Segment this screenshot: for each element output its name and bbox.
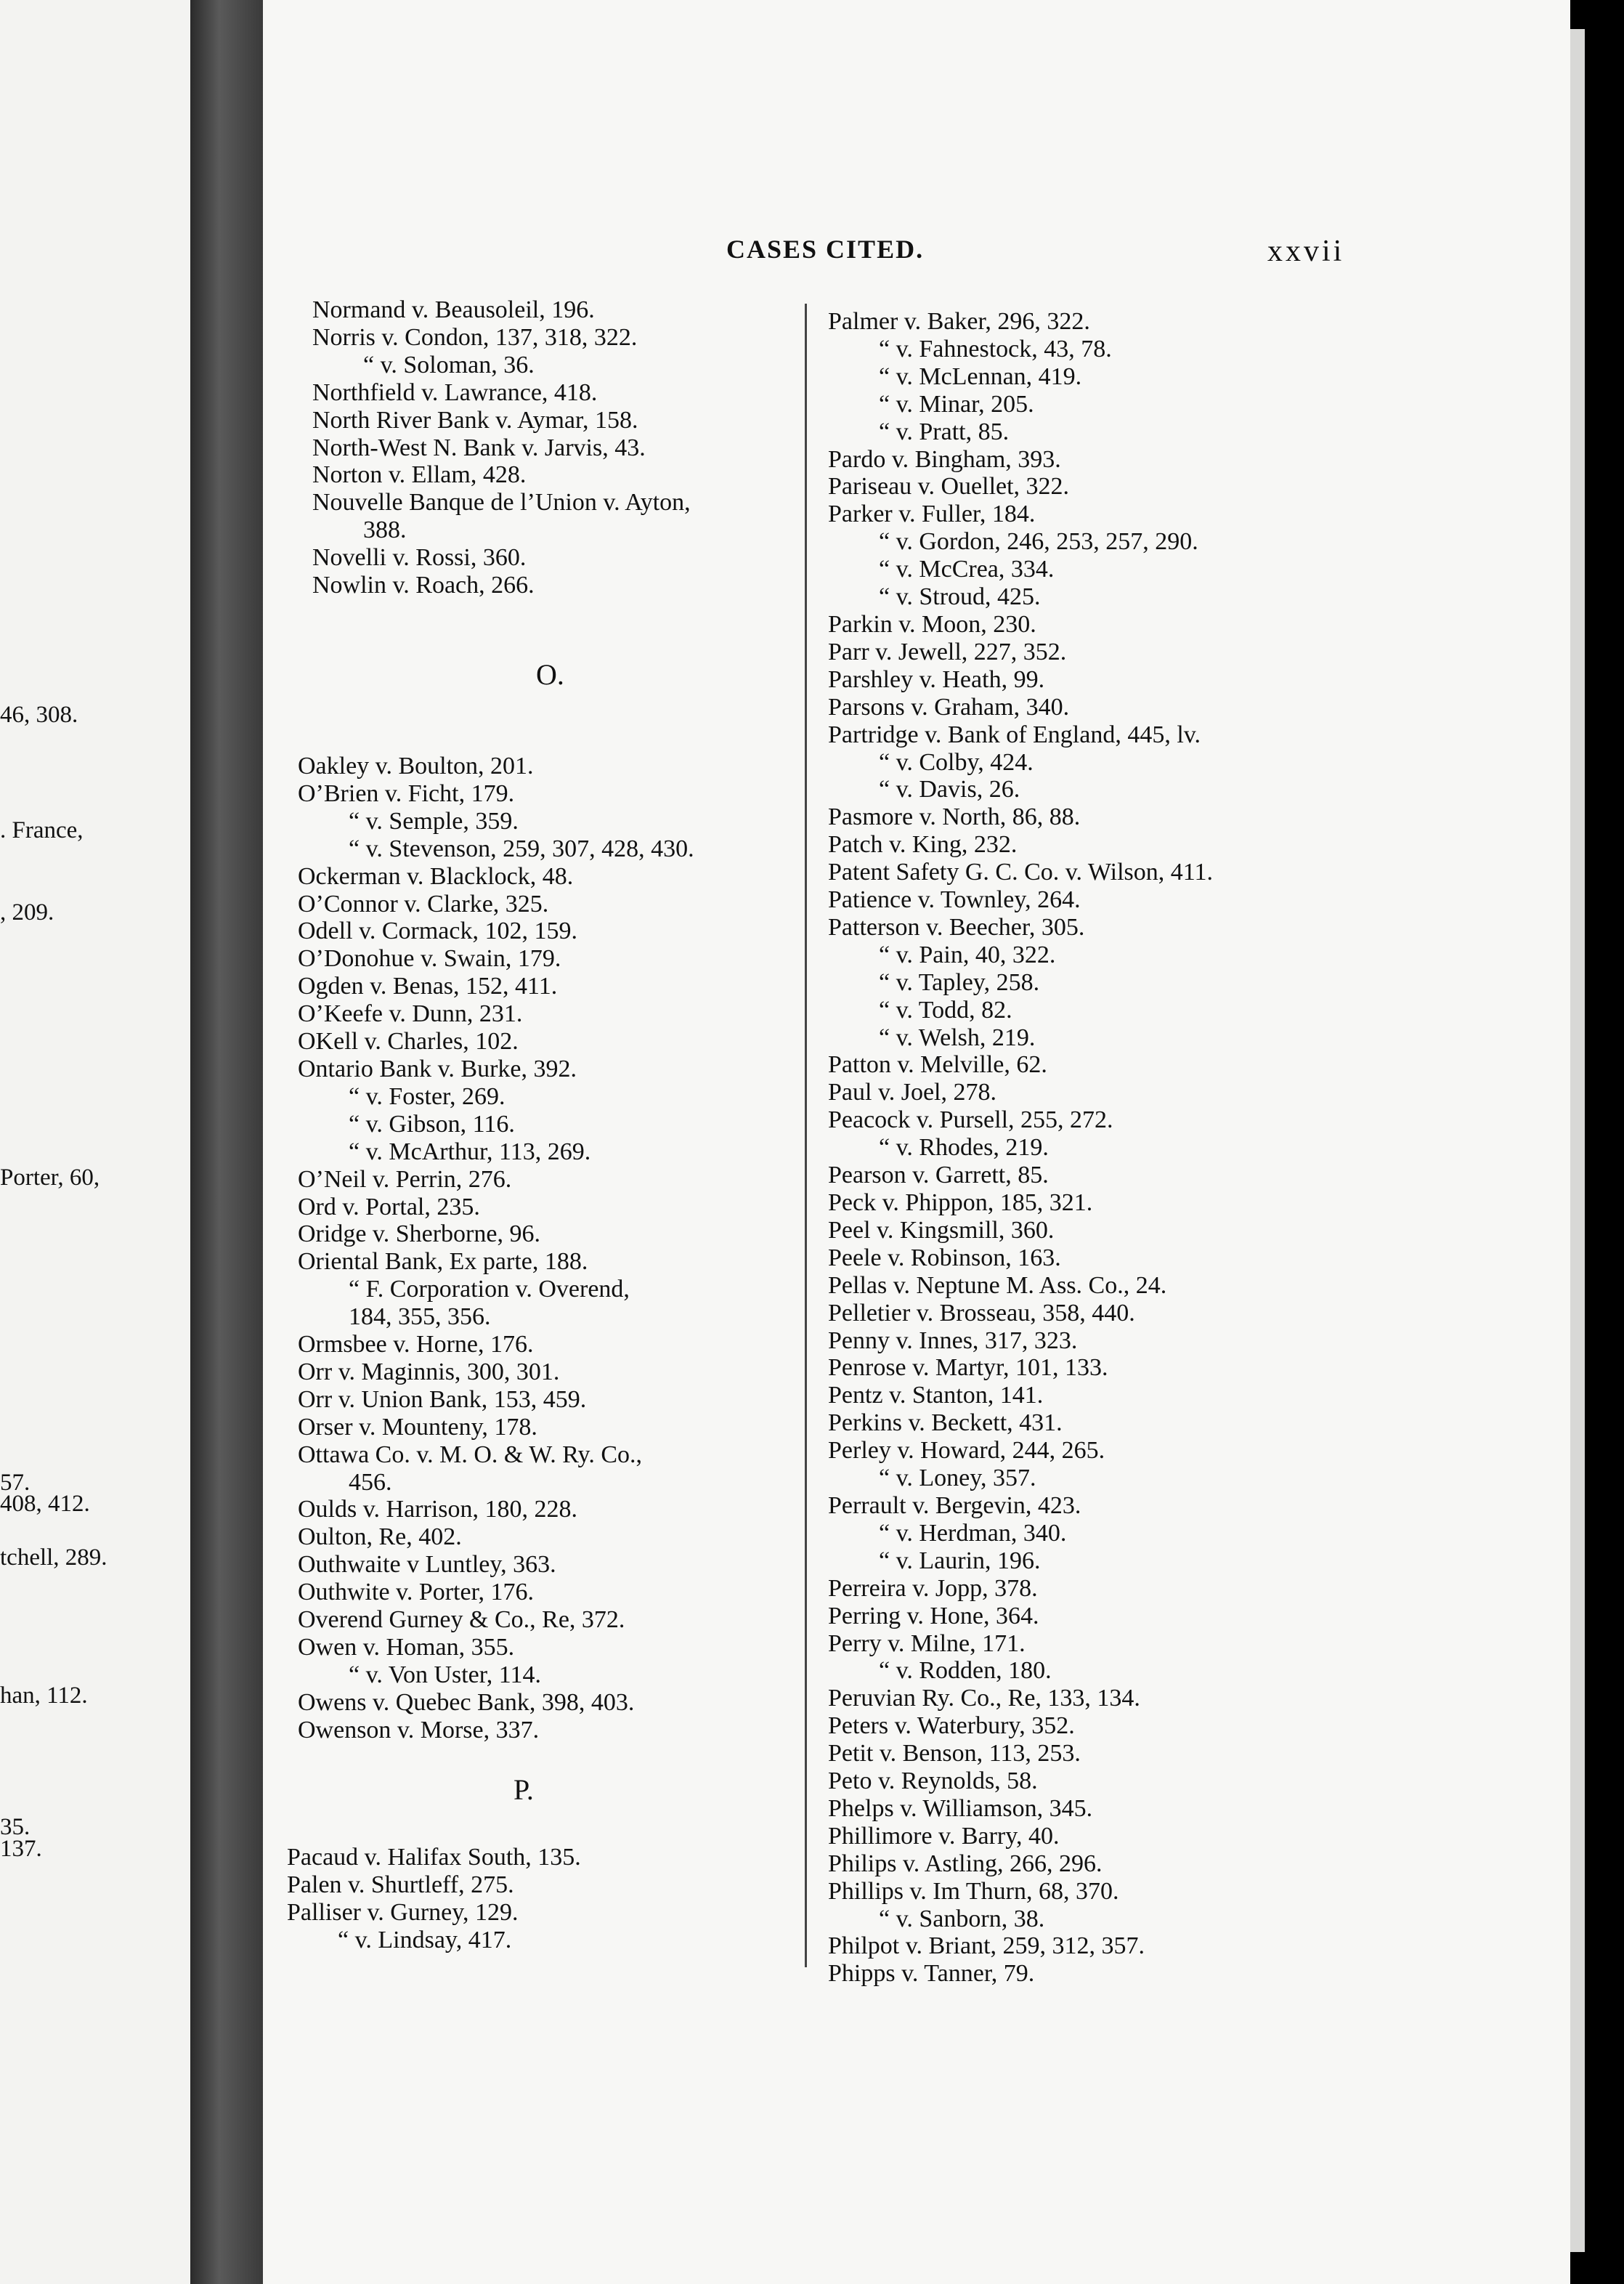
right-entries: [828, 308, 1351, 1988]
index-entry: Pearson v. Garrett, 85.: [828, 1162, 1049, 1189]
index-entry: “ v. Todd, 82.: [879, 996, 1012, 1024]
index-entry: “ v. Sanborn, 38.: [879, 1905, 1045, 1932]
page-number: xxvii: [1267, 235, 1345, 268]
index-entry: Parkin v. Moon, 230.: [828, 610, 1036, 638]
index-entry: “ v. Stevenson, 259, 307, 428, 430.: [349, 835, 694, 862]
index-entry: Perkins v. Beckett, 431.: [828, 1409, 1063, 1437]
right-column: [828, 308, 1351, 1988]
index-entry: “ v. Loney, 357.: [879, 1465, 1036, 1492]
index-entry: “ v. Tapley, 258.: [879, 968, 1040, 996]
facing-page-fragment: 408, 412.: [0, 1491, 90, 1517]
index-entry: Ord v. Portal, 235.: [298, 1193, 480, 1220]
index-entry: “ v. Semple, 359.: [349, 807, 519, 835]
index-entry: “ v. Gibson, 116.: [349, 1110, 515, 1138]
index-entry: Norton v. Ellam, 428.: [312, 461, 527, 489]
index-entry: Peck v. Phippon, 185, 321.: [828, 1189, 1093, 1216]
index-entry: Perry v. Milne, 171.: [828, 1629, 1026, 1657]
index-entry: Northfield v. Lawrance, 418.: [312, 378, 598, 406]
index-entry: “ v. Welsh, 219.: [879, 1024, 1036, 1051]
facing-page: [0, 0, 190, 2284]
index-entry: “ v. Stroud, 425.: [879, 583, 1041, 611]
facing-page-fragment: 57.: [0, 1470, 31, 1496]
index-entry: Pacaud v. Halifax South, 135.: [287, 1844, 581, 1871]
index-entry: “ v. Rodden, 180.: [879, 1657, 1052, 1685]
index-entry: 456.: [349, 1468, 392, 1496]
index-entry: “ v. Fahnestock, 43, 78.: [879, 335, 1112, 363]
left-column: [312, 296, 806, 599]
index-entry: “ v. Herdman, 340.: [879, 1519, 1067, 1547]
index-entry: “ v. Davis, 26.: [879, 776, 1020, 803]
index-entry: Patton v. Melville, 62.: [828, 1051, 1047, 1079]
index-entry: 184, 355, 356.: [349, 1303, 491, 1331]
index-entry: “ v. Pratt, 85.: [879, 418, 1010, 445]
index-entry: Patent Safety G. C. Co. v. Wilson, 411.: [828, 859, 1214, 886]
index-entry: Phipps v. Tanner, 79.: [828, 1960, 1035, 1988]
index-entry: “ v. McArthur, 113, 269.: [349, 1138, 591, 1165]
index-entry: Peto v. Reynolds, 58.: [828, 1767, 1038, 1795]
index-entry: Orr v. Union Bank, 153, 459.: [298, 1385, 587, 1413]
index-entry: “ F. Corporation v. Overend,: [349, 1276, 630, 1303]
index-entry: O’Neil v. Perrin, 276.: [298, 1165, 512, 1193]
facing-page-fragment: 46, 308.: [0, 702, 78, 728]
index-entry: “ v. Soloman, 36.: [363, 351, 535, 378]
facing-page-fragment: . France,: [0, 817, 84, 843]
index-entry: “ v. McLennan, 419.: [879, 363, 1082, 390]
index-entry: Pentz v. Stanton, 141.: [828, 1382, 1044, 1409]
index-entry: Phelps v. Williamson, 345.: [828, 1794, 1093, 1822]
index-entry: Owenson v. Morse, 337.: [298, 1716, 540, 1744]
column-divider: [805, 304, 807, 1967]
index-entry: Perring v. Hone, 364.: [828, 1602, 1039, 1629]
index-entry: Palliser v. Gurney, 129.: [287, 1898, 519, 1926]
index-entry: Oriental Bank, Ex parte, 188.: [298, 1248, 588, 1276]
index-entry: Oulds v. Harrison, 180, 228.: [298, 1496, 577, 1523]
index-entry: Partridge v. Bank of England, 445, lv.: [828, 721, 1201, 748]
index-entry: Palen v. Shurtleff, 275.: [287, 1871, 514, 1898]
index-entry: Owens v. Quebec Bank, 398, 403.: [298, 1688, 635, 1716]
index-entry: Phillimore v. Barry, 40.: [828, 1822, 1060, 1850]
index-entry: O’Brien v. Ficht, 179.: [298, 779, 515, 807]
index-entry: Paul v. Joel, 278.: [828, 1079, 997, 1106]
index-entry: Parker v. Fuller, 184.: [828, 501, 1036, 528]
index-entry: “ v. Rhodes, 219.: [879, 1134, 1049, 1162]
index-entry: Normand v. Beausoleil, 196.: [312, 296, 595, 323]
facing-page-fragment: han, 112.: [0, 1682, 88, 1709]
index-entry: Ockerman v. Blacklock, 48.: [298, 862, 574, 890]
index-entry: OKell v. Charles, 102.: [298, 1028, 519, 1056]
index-entry: “ v. Foster, 269.: [349, 1082, 506, 1110]
index-entry: Peters v. Waterbury, 352.: [828, 1712, 1075, 1740]
index-entry: Philpot v. Briant, 259, 312, 357.: [828, 1932, 1145, 1960]
n-entries: [312, 296, 806, 599]
index-entry: “ v. Minar, 205.: [879, 390, 1034, 418]
index-entry: Perreira v. Jopp, 378.: [828, 1574, 1038, 1602]
index-entry: “ v. Gordon, 246, 253, 257, 290.: [879, 528, 1198, 556]
index-entry: Pariseau v. Ouellet, 322.: [828, 473, 1070, 501]
section-heading-o: O.: [536, 658, 564, 691]
index-entry: North-West N. Bank v. Jarvis, 43.: [312, 434, 646, 461]
index-entry: Penny v. Innes, 317, 323.: [828, 1327, 1078, 1354]
index-entry: Penrose v. Martyr, 101, 133.: [828, 1354, 1108, 1382]
index-entry: Nouvelle Banque de l’Union v. Ayton,: [312, 489, 691, 517]
o-entries: [298, 753, 806, 1744]
facing-page-fragment: tchell, 289.: [0, 1544, 107, 1571]
index-entry: Parsons v. Graham, 340.: [828, 693, 1070, 721]
index-entry: Peruvian Ry. Co., Re, 133, 134.: [828, 1685, 1140, 1712]
book-gutter: [190, 0, 263, 2284]
facing-page-fragment: , 209.: [0, 899, 54, 926]
index-entry: Petit v. Benson, 113, 253.: [828, 1740, 1081, 1767]
index-entry: Oulton, Re, 402.: [298, 1523, 462, 1551]
index-entry: Pellas v. Neptune M. Ass. Co., 24.: [828, 1271, 1167, 1299]
index-entry: Nowlin v. Roach, 266.: [312, 572, 535, 599]
index-entry: Outhwaite v Luntley, 363.: [298, 1551, 556, 1579]
facing-page-fragment: 35.: [0, 1814, 31, 1840]
index-entry: “ v. Pain, 40, 322.: [879, 941, 1056, 968]
index-entry: Perrault v. Bergevin, 423.: [828, 1491, 1081, 1519]
index-entry: Orser v. Mounteny, 178.: [298, 1413, 537, 1441]
index-entry: Pasmore v. North, 86, 88.: [828, 803, 1081, 831]
index-entry: Oakley v. Boulton, 201.: [298, 753, 534, 779]
index-entry: Ogden v. Benas, 152, 411.: [298, 973, 558, 1000]
section-heading-p: P.: [513, 1773, 534, 1806]
index-entry: O’Donohue v. Swain, 179.: [298, 945, 561, 973]
index-entry: Patch v. King, 232.: [828, 831, 1018, 859]
index-entry: Peacock v. Pursell, 255, 272.: [828, 1106, 1113, 1134]
page-edge: [1570, 29, 1585, 2252]
index-entry: Outhwite v. Porter, 176.: [298, 1579, 535, 1606]
p-column: [287, 1844, 795, 1954]
index-entry: Peele v. Robinson, 163.: [828, 1244, 1061, 1271]
index-entry: Peel v. Kingsmill, 360.: [828, 1216, 1055, 1244]
index-entry: Pelletier v. Brosseau, 358, 440.: [828, 1299, 1135, 1327]
index-entry: “ v. Colby, 424.: [879, 748, 1034, 776]
index-entry: Phillips v. Im Thurn, 68, 370.: [828, 1877, 1119, 1905]
index-entry: Perley v. Howard, 244, 265.: [828, 1437, 1105, 1465]
index-entry: “ v. McCrea, 334.: [879, 556, 1055, 583]
index-entry: 388.: [363, 517, 407, 544]
index-entry: Parshley v. Heath, 99.: [828, 665, 1045, 693]
index-entry: “ v. Von Uster, 114.: [349, 1661, 541, 1688]
index-entry: Odell v. Cormack, 102, 159.: [298, 918, 577, 945]
index-entry: Orr v. Maginnis, 300, 301.: [298, 1358, 560, 1385]
p-entries: [287, 1844, 795, 1954]
index-entry: O’Connor v. Clarke, 325.: [298, 890, 549, 918]
index-entry: Ontario Bank v. Burke, 392.: [298, 1055, 577, 1082]
index-entry: “ v. Lindsay, 417.: [338, 1926, 512, 1953]
o-column: [298, 753, 806, 1744]
index-entry: Overend Gurney & Co., Re, 372.: [298, 1606, 625, 1634]
facing-page-fragment: Porter, 60,: [0, 1165, 100, 1191]
index-entry: Ottawa Co. v. M. O. & W. Ry. Co.,: [298, 1441, 643, 1468]
index-entry: Ormsbee v. Horne, 176.: [298, 1331, 534, 1358]
index-entry: O’Keefe v. Dunn, 231.: [298, 1000, 523, 1028]
facing-page-fragment: 137.: [0, 1836, 42, 1862]
index-entry: Oridge v. Sherborne, 96.: [298, 1220, 540, 1248]
index-entry: “ v. Laurin, 196.: [879, 1547, 1041, 1574]
page-title: CASES CITED.: [726, 235, 925, 264]
index-entry: Patience v. Townley, 264.: [828, 886, 1081, 914]
index-entry: Patterson v. Beecher, 305.: [828, 913, 1085, 941]
index-entry: Pardo v. Bingham, 393.: [828, 445, 1061, 473]
index-entry: Norris v. Condon, 137, 318, 322.: [312, 323, 638, 351]
index-entry: Parr v. Jewell, 227, 352.: [828, 638, 1067, 665]
index-entry: Novelli v. Rossi, 360.: [312, 544, 527, 572]
index-entry: Palmer v. Baker, 296, 322.: [828, 308, 1090, 335]
index-entry: Owen v. Homan, 355.: [298, 1634, 515, 1661]
index-entry: North River Bank v. Aymar, 158.: [312, 406, 638, 434]
index-entry: Philips v. Astling, 266, 296.: [828, 1850, 1103, 1877]
